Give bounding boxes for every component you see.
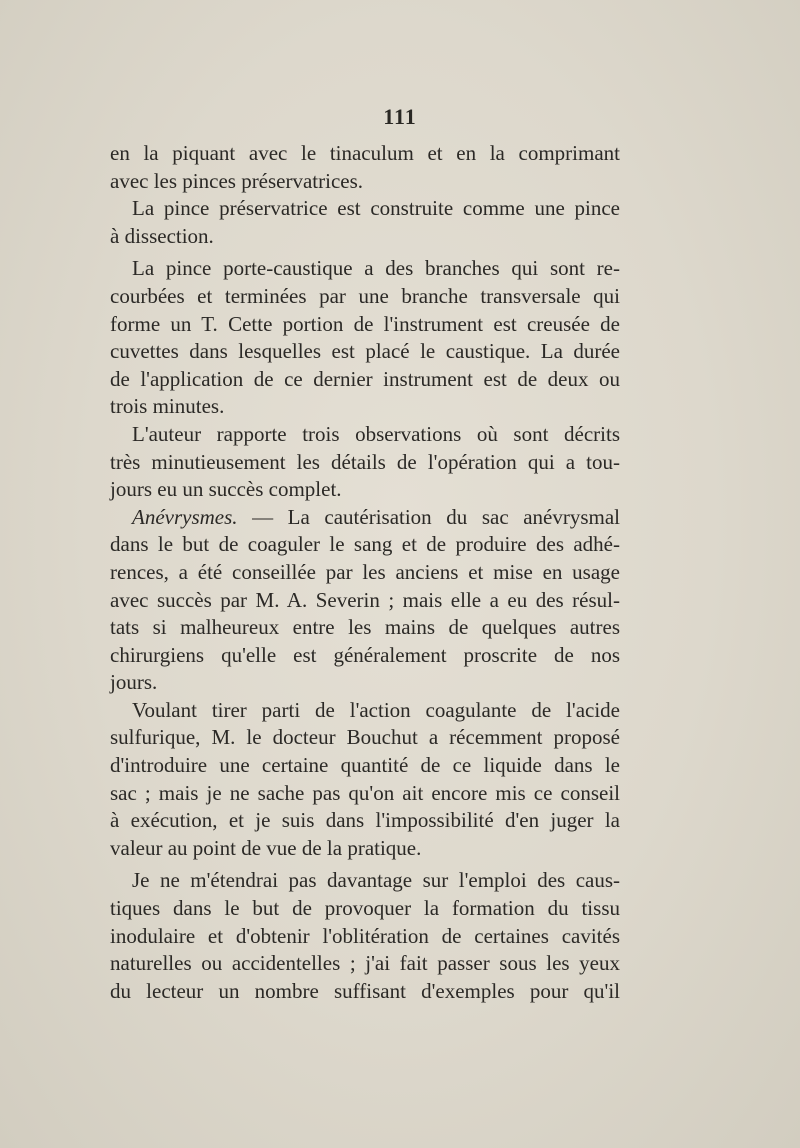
text-line: avec succès par M. A. Severin ; mais elle a eu des résul- — [110, 587, 620, 612]
body-text — [110, 140, 620, 1005]
text-line: — La cautérisation du sac anévrysmal — [237, 504, 620, 529]
text-line: trois minutes. — [110, 394, 225, 419]
text-line: dans le but de coaguler le sang et de produire des adhé- — [110, 532, 620, 557]
text-line: L'auteur rapporte trois observations où sont décrits — [132, 421, 620, 446]
text-line: courbées et terminées par une branche transversale qui — [110, 283, 620, 308]
section-heading: Anévrysmes. — [132, 504, 238, 529]
text-line: rences, a été conseillée par les anciens et mise en usage — [110, 559, 620, 584]
text-line: de l'application de ce dernier instrument est de deux ou — [110, 366, 620, 391]
text-line: sulfurique, M. le docteur Bouchut a récemment proposé — [110, 725, 620, 750]
text-line: du lecteur un nombre suffisant d'exemples pour qu'il — [110, 978, 620, 1003]
text-line: tiques dans le but de provoquer la formation du tissu — [110, 896, 620, 921]
text-line: à exécution, et je suis dans l'impossibilité d'en juger la — [110, 808, 620, 833]
page-number: 111 — [383, 104, 417, 129]
section-heading-line — [110, 504, 620, 532]
text-line: tats si malheureux entre les mains de quelques autres — [110, 615, 620, 640]
text-line: valeur au point de vue de la pratique. — [110, 835, 422, 860]
text-line: Voulant tirer parti de l'action coagulante de l'acide — [132, 697, 620, 722]
text-line: La pince préservatrice est construite comme une pince — [132, 196, 620, 221]
text-line: Je ne m'étendrai pas davantage sur l'emploi des caus- — [132, 868, 620, 893]
text-line: chirurgiens qu'elle est généralement proscrite de nos — [110, 642, 620, 667]
text-line: jours eu un succès complet. — [110, 477, 342, 502]
text-line: La pince porte-caustique a des branches qui sont re- — [132, 256, 620, 281]
text-line: à dissection. — [110, 223, 214, 248]
text-line: inodulaire et d'obtenir l'oblitération de certaines cavités — [110, 923, 620, 948]
text-line: avec les pinces préservatrices. — [110, 168, 364, 193]
text-line: sac ; mais je ne sache pas qu'on ait encore mis ce conseil — [110, 780, 620, 805]
text-line: très minutieusement les détails de l'opération qui a tou- — [110, 449, 620, 474]
text-line: cuvettes dans lesquelles est placé le caustique. La durée — [110, 339, 620, 364]
text-line: forme un T. Cette portion de l'instrument est creusée de — [110, 311, 620, 336]
text-line: d'introduire une certaine quantité de ce liquide dans le — [110, 753, 620, 778]
text-line: jours. — [110, 670, 158, 695]
text-line: naturelles ou accidentelles ; j'ai fait passer sous les yeux — [110, 951, 620, 976]
text-line: en la piquant avec le tinaculum et en la comprimant — [110, 141, 620, 165]
